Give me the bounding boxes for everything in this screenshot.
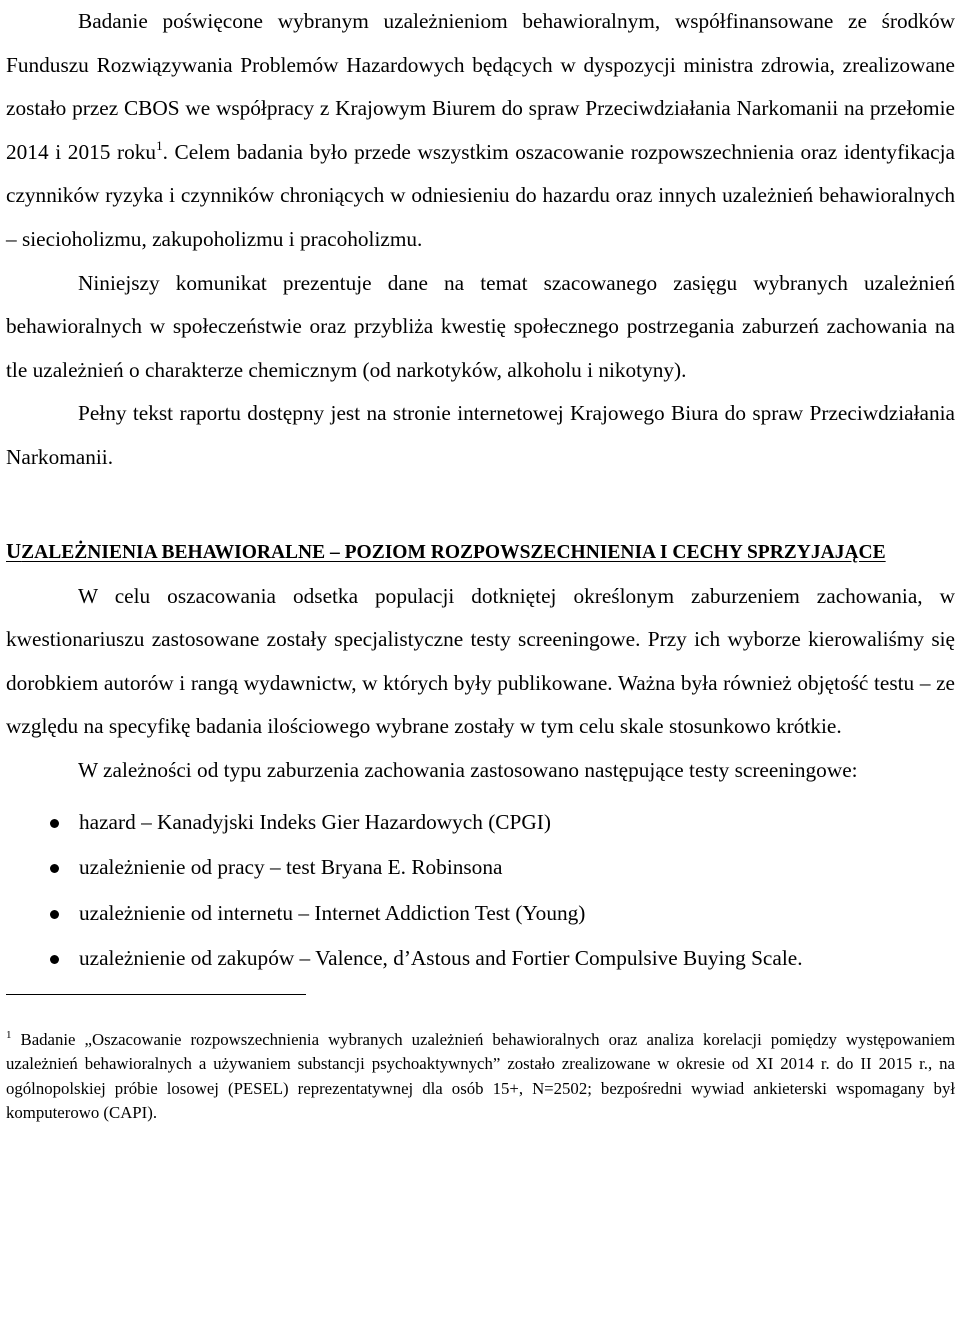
bullet-icon bbox=[50, 955, 59, 964]
list-item bbox=[6, 936, 955, 982]
paragraph-tests-intro: W zależności od typu zaburzenia zachowania zastosowano następujące testy screeningowe: bbox=[78, 757, 858, 782]
footnote bbox=[6, 1028, 955, 1126]
bullet-icon bbox=[50, 864, 59, 873]
bullet-icon bbox=[50, 910, 59, 919]
paragraph-intro bbox=[6, 0, 955, 262]
footnote-marker: 1 bbox=[6, 1028, 12, 1041]
list-item bbox=[6, 891, 955, 937]
list-item-text: uzależnienie od zakupów – Valence, d’Astous and Fortier Compulsive Buying Scale. bbox=[79, 946, 803, 970]
bullet-icon bbox=[50, 819, 59, 828]
section-heading bbox=[6, 529, 955, 575]
list-item bbox=[6, 845, 955, 891]
paragraph-intro-text: Badanie poświęcone wybranym uzależnieniom behawioralnym, współfinansowane ze środków Funduszu Rozwiązywania Problemów Hazardowych będących w dyspozycji ministra zdrowia, zrealizowane zostało przez CBOS we współpracy z Krajowym Biurem do spraw Przeciwdziałania Narkomanii na przełomie 2014 i 2015 roku bbox=[6, 9, 955, 164]
paragraph-methodology: W celu oszacowania odsetka populacji dotkniętej określonym zaburzeniem zachowania, w kwestionariuszu zastosowane zostały specjalistyczne testy screeningowe. Przy ich wyborze kierowaliśmy się dorobkiem autorów i rangą wydawnictw, w których były publikowane. Ważna była również objętość testu – ze względu na specyfikę badania ilościowego wybrane zostały w tym celu skale stosunkowo krótkie. bbox=[6, 583, 955, 739]
tests-list bbox=[6, 800, 955, 982]
paragraph-full-report: Pełny tekst raportu dostępny jest na stronie internetowej Krajowego Biura do spraw Przeciwdziałania Narkomanii. bbox=[6, 401, 955, 469]
footnote-divider bbox=[6, 994, 306, 995]
document-page bbox=[6, 0, 955, 1126]
paragraph-intro-continuation: . Celem badania było przede wszystkim oszacowanie rozpowszechnienia oraz identyfikacja czynników ryzyka i czynników chroniących w odniesieniu do hazardu oraz innych uzależnień behawioralnych – siecioholizmu, zakupoholizmu i pracoholizmu. bbox=[6, 139, 955, 251]
footnote-reference[interactable]: 1 bbox=[156, 137, 163, 153]
footnote-text: Badanie „Oszacowanie rozpowszechnienia wybranych uzależnień behawioralnych oraz analiza korelacji pomiędzy występowaniem uzależnień behawioralnych a używaniem substancji psychoaktywnych” zostało zrealizowane w okresie od XI 2014 r. do II 2015 r., na ogólnopolskiej próbie losowej (PESEL) reprezentatywnej dla osób 15+, N=2502; bezpośredni wywiad ankieterski wspomagany był komputerowo (CAPI). bbox=[6, 1029, 955, 1123]
paragraph-scope: Niniejszy komunikat prezentuje dane na temat szacowanego zasięgu wybranych uzależnień behawioralnych w społeczeństwie oraz przybliża kwestię społecznego postrzegania zaburzeń zachowania na tle uzależnień o charakterze chemicznym (od narkotyków, alkoholu i nikotyny). bbox=[6, 270, 955, 382]
list-item-text: hazard – Kanadyjski Indeks Gier Hazardowych (CPGI) bbox=[79, 809, 551, 834]
list-item-text: uzależnienie od pracy – test Bryana E. Robinsona bbox=[79, 855, 503, 879]
list-item-text: uzależnienie od internetu – Internet Addiction Test (Young) bbox=[79, 900, 586, 925]
section-heading-initial: U bbox=[6, 538, 22, 563]
section-heading-rest: ZALEŻNIENIA BEHAWIORALNE – POZIOM ROZPOWSZECHNIENIA I CECHY SPRZYJAJĄCE bbox=[21, 541, 886, 563]
list-item bbox=[6, 800, 955, 846]
